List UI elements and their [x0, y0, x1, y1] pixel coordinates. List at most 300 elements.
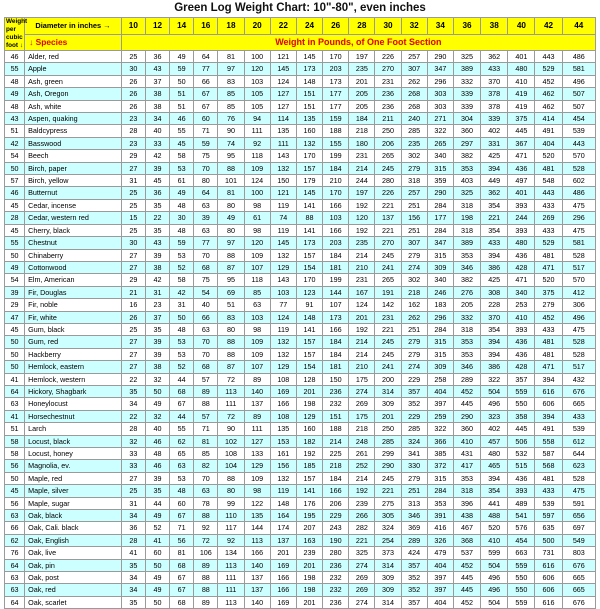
- weight-value-cell: 665: [562, 572, 595, 584]
- weight-value-cell: 26: [121, 100, 145, 112]
- weight-value-cell: 378: [481, 88, 508, 100]
- table-row: [5, 75, 596, 87]
- weight-value-cell: 370: [481, 311, 508, 323]
- weight-value-cell: 201: [296, 559, 322, 571]
- weight-value-cell: 77: [194, 63, 218, 75]
- weight-value-cell: 346: [453, 261, 480, 273]
- weight-value-cell: 81: [218, 51, 244, 63]
- weight-value-cell: 129: [270, 261, 296, 273]
- weight-value-cell: 56: [170, 534, 194, 546]
- table-row: [5, 547, 596, 559]
- weight-value-cell: 184: [349, 113, 375, 125]
- weight-value-cell: 236: [375, 88, 401, 100]
- weight-value-cell: 48: [145, 448, 169, 460]
- weight-value-cell: 29: [121, 274, 145, 286]
- species-cell: Oak, red: [25, 584, 122, 596]
- weight-value-cell: 144: [323, 286, 349, 298]
- weight-value-cell: 23: [145, 299, 169, 311]
- table-row: [5, 559, 596, 571]
- weight-value-cell: 550: [508, 584, 535, 596]
- weight-value-cell: 109: [244, 472, 270, 484]
- weight-value-cell: 353: [453, 472, 480, 484]
- weight-value-cell: 119: [270, 224, 296, 236]
- weight-value-cell: 34: [121, 510, 145, 522]
- weight-cell: 50: [5, 336, 25, 348]
- table-row: [5, 224, 596, 236]
- weight-value-cell: 122: [244, 497, 270, 509]
- weight-value-cell: 393: [508, 485, 535, 497]
- weight-value-cell: 191: [375, 286, 401, 298]
- weight-cell: 41: [5, 410, 25, 422]
- weight-value-cell: 151: [296, 88, 322, 100]
- weight-value-cell: 70: [194, 162, 218, 174]
- weight-value-cell: 27: [121, 336, 145, 348]
- species-cell: Cottonwood: [25, 261, 122, 273]
- weight-value-cell: 108: [218, 448, 244, 460]
- table-row: [5, 460, 596, 472]
- weight-value-cell: 309: [375, 584, 401, 596]
- weight-value-cell: 404: [427, 596, 453, 608]
- diameter-col: 18: [218, 18, 244, 35]
- weight-value-cell: 81: [194, 435, 218, 447]
- weight-value-cell: 296: [427, 75, 453, 87]
- weight-value-cell: 207: [296, 522, 322, 534]
- table-row: [5, 175, 596, 187]
- weight-value-cell: 389: [453, 237, 480, 249]
- weight-value-cell: 457: [481, 435, 508, 447]
- species-cell: Oak, scarlet: [25, 596, 122, 608]
- species-cell: Chinaberry: [25, 249, 122, 261]
- weight-value-cell: 339: [453, 100, 480, 112]
- weight-value-cell: 118: [244, 274, 270, 286]
- species-cell: Oak, black: [25, 510, 122, 522]
- weight-value-cell: 201: [375, 410, 401, 422]
- weight-value-cell: 58: [170, 150, 194, 162]
- weight-value-cell: 436: [508, 162, 535, 174]
- species-cell: Ash, green: [25, 75, 122, 87]
- weight-value-cell: 27: [121, 249, 145, 261]
- weight-value-cell: 214: [349, 348, 375, 360]
- species-cell: Oak, post: [25, 572, 122, 584]
- weight-value-cell: 120: [244, 237, 270, 249]
- weight-value-cell: 113: [244, 534, 270, 546]
- weight-value-cell: 279: [401, 472, 427, 484]
- weight-value-cell: 44: [145, 497, 169, 509]
- weight-value-cell: 559: [508, 385, 535, 397]
- weight-value-cell: 43: [145, 237, 169, 249]
- weight-value-cell: 36: [145, 51, 169, 63]
- weight-value-cell: 69: [218, 286, 244, 298]
- weight-value-cell: 486: [562, 51, 595, 63]
- weight-value-cell: 88: [296, 212, 322, 224]
- weight-value-cell: 250: [375, 423, 401, 435]
- weight-value-cell: 46: [170, 113, 194, 125]
- weight-value-cell: 177: [427, 212, 453, 224]
- weight-value-cell: 137: [270, 534, 296, 546]
- weight-value-cell: 576: [508, 522, 535, 534]
- weight-value-cell: 496: [481, 584, 508, 596]
- weight-value-cell: 251: [401, 485, 427, 497]
- weight-value-cell: 616: [535, 596, 562, 608]
- weight-value-cell: 241: [375, 361, 401, 373]
- weight-value-cell: 417: [453, 460, 480, 472]
- weight-value-cell: 433: [562, 410, 595, 422]
- weight-value-cell: 42: [145, 274, 169, 286]
- weight-value-cell: 481: [535, 348, 562, 360]
- weight-value-cell: 184: [323, 348, 349, 360]
- weight-value-cell: 166: [244, 547, 270, 559]
- weight-value-cell: 257: [401, 51, 427, 63]
- weight-value-cell: 515: [508, 460, 535, 472]
- weight-value-cell: 274: [349, 559, 375, 571]
- weight-value-cell: 314: [375, 559, 401, 571]
- weight-value-cell: 124: [270, 75, 296, 87]
- weight-value-cell: 89: [194, 596, 218, 608]
- weight-value-cell: 34: [145, 113, 169, 125]
- weight-cell: 54: [5, 274, 25, 286]
- weight-value-cell: 481: [535, 249, 562, 261]
- weight-value-cell: 201: [296, 385, 322, 397]
- weight-value-cell: 397: [427, 584, 453, 596]
- species-cell: Beech: [25, 150, 122, 162]
- table-row: [5, 51, 596, 63]
- weight-value-cell: 452: [535, 311, 562, 323]
- weight-value-cell: 201: [349, 75, 375, 87]
- diameter-col: 24: [296, 18, 322, 35]
- weight-value-cell: 303: [427, 88, 453, 100]
- weight-value-cell: 404: [427, 559, 453, 571]
- weight-value-cell: 58: [170, 274, 194, 286]
- weight-value-cell: 107: [244, 261, 270, 273]
- weight-value-cell: 173: [296, 237, 322, 249]
- weight-value-cell: 63: [244, 299, 270, 311]
- species-cell: Alder, red: [25, 51, 122, 63]
- weight-value-cell: 433: [481, 63, 508, 75]
- weight-value-cell: 226: [375, 187, 401, 199]
- weight-value-cell: 98: [244, 323, 270, 335]
- weight-value-cell: 88: [194, 510, 218, 522]
- weight-value-cell: 174: [270, 522, 296, 534]
- weight-value-cell: 214: [349, 249, 375, 261]
- weight-value-cell: 105: [244, 100, 270, 112]
- weight-value-cell: 89: [244, 410, 270, 422]
- weight-value-cell: 393: [508, 224, 535, 236]
- weight-value-cell: 160: [296, 423, 322, 435]
- weight-value-cell: 254: [375, 534, 401, 546]
- weight-value-cell: 475: [562, 199, 595, 211]
- weight-value-cell: 436: [508, 472, 535, 484]
- weight-value-cell: 262: [401, 75, 427, 87]
- weight-value-cell: 89: [244, 373, 270, 385]
- weight-value-cell: 59: [170, 63, 194, 75]
- weight-cell: 63: [5, 584, 25, 596]
- weight-value-cell: 124: [244, 175, 270, 187]
- weight-value-cell: 445: [453, 584, 480, 596]
- weight-value-cell: 232: [323, 584, 349, 596]
- weight-value-cell: 315: [427, 249, 453, 261]
- weight-cell: 55: [5, 63, 25, 75]
- weight-value-cell: 402: [481, 125, 508, 137]
- weight-value-cell: 82: [194, 460, 218, 472]
- species-cell: Elm, American: [25, 274, 122, 286]
- weight-value-cell: 160: [296, 125, 322, 137]
- weight-value-cell: 274: [349, 385, 375, 397]
- weight-value-cell: 41: [145, 534, 169, 546]
- weight-value-cell: 394: [481, 336, 508, 348]
- weight-value-cell: 296: [427, 311, 453, 323]
- weight-value-cell: 85: [244, 286, 270, 298]
- weight-value-cell: 246: [427, 286, 453, 298]
- weight-value-cell: 92: [194, 522, 218, 534]
- weight-value-cell: 77: [194, 237, 218, 249]
- weight-value-cell: 157: [296, 162, 322, 174]
- weight-value-cell: 75: [194, 274, 218, 286]
- weight-value-cell: 314: [375, 385, 401, 397]
- weight-value-cell: 192: [349, 199, 375, 211]
- weight-value-cell: 89: [194, 385, 218, 397]
- weight-value-cell: 199: [323, 150, 349, 162]
- weight-value-cell: 80: [218, 224, 244, 236]
- weight-value-cell: 35: [145, 224, 169, 236]
- weight-value-cell: 66: [194, 311, 218, 323]
- weight-value-cell: 123: [296, 286, 322, 298]
- weight-value-cell: 164: [270, 510, 296, 522]
- weight-value-cell: 166: [270, 584, 296, 596]
- table-row: [5, 311, 596, 323]
- weight-value-cell: 52: [170, 361, 194, 373]
- weight-value-cell: 43: [145, 63, 169, 75]
- weight-cell: 63: [5, 572, 25, 584]
- species-cell: Birch, paper: [25, 162, 122, 174]
- weight-value-cell: 496: [562, 311, 595, 323]
- table-row: [5, 572, 596, 584]
- diameter-col: 26: [323, 18, 349, 35]
- weight-value-cell: 599: [481, 547, 508, 559]
- weight-value-cell: 362: [481, 51, 508, 63]
- weight-value-cell: 49: [218, 212, 244, 224]
- weight-value-cell: 394: [481, 249, 508, 261]
- table-row: [5, 435, 596, 447]
- weight-cell: 45: [5, 485, 25, 497]
- table-row: [5, 261, 596, 273]
- weight-value-cell: 159: [323, 113, 349, 125]
- weight-value-cell: 107: [323, 299, 349, 311]
- table-row: [5, 323, 596, 335]
- weight-value-cell: 36: [145, 187, 169, 199]
- weight-value-cell: 39: [145, 348, 169, 360]
- weight-value-cell: 438: [453, 510, 480, 522]
- weight-value-cell: 203: [323, 63, 349, 75]
- weight-value-cell: 163: [296, 534, 322, 546]
- weight-value-cell: 177: [323, 88, 349, 100]
- species-cell: Horsechestnut: [25, 410, 122, 422]
- weight-value-cell: 373: [375, 547, 401, 559]
- weight-value-cell: 83: [218, 75, 244, 87]
- weight-value-cell: 25: [121, 199, 145, 211]
- weight-value-cell: 59: [194, 137, 218, 149]
- weight-value-cell: 358: [508, 410, 535, 422]
- weight-value-cell: 92: [218, 534, 244, 546]
- weight-value-cell: 425: [481, 274, 508, 286]
- weight-value-cell: 141: [296, 199, 322, 211]
- weight-value-cell: 322: [427, 125, 453, 137]
- weight-value-cell: 49: [170, 51, 194, 63]
- diameter-col: 32: [401, 18, 427, 35]
- weight-value-cell: 239: [296, 547, 322, 559]
- weight-value-cell: 290: [427, 187, 453, 199]
- weight-value-cell: 63: [194, 199, 218, 211]
- weight-value-cell: 424: [401, 547, 427, 559]
- weight-value-cell: 433: [535, 224, 562, 236]
- table-row: [5, 100, 596, 112]
- weight-value-cell: 107: [244, 361, 270, 373]
- weight-value-cell: 353: [453, 336, 480, 348]
- weight-value-cell: 50: [170, 311, 194, 323]
- weight-value-cell: 504: [481, 385, 508, 397]
- weight-value-cell: 197: [349, 51, 375, 63]
- weight-value-cell: 663: [508, 547, 535, 559]
- table-row: [5, 199, 596, 211]
- weight-value-cell: 462: [535, 88, 562, 100]
- weight-value-cell: 99: [218, 497, 244, 509]
- weight-value-cell: 127: [270, 88, 296, 100]
- weight-value-cell: 137: [375, 212, 401, 224]
- weight-value-cell: 529: [535, 237, 562, 249]
- weight-value-cell: 240: [401, 113, 427, 125]
- weight-value-cell: 151: [323, 410, 349, 422]
- weight-value-cell: 676: [562, 596, 595, 608]
- weight-value-cell: 325: [453, 51, 480, 63]
- species-cell: Chestnut: [25, 237, 122, 249]
- weight-value-cell: 452: [453, 596, 480, 608]
- weight-value-cell: 496: [481, 572, 508, 584]
- weight-value-cell: 410: [481, 534, 508, 546]
- weight-value-cell: 436: [508, 249, 535, 261]
- weight-value-cell: 129: [270, 361, 296, 373]
- table-row: [5, 212, 596, 224]
- weight-value-cell: 50: [170, 75, 194, 87]
- weight-value-cell: 70: [194, 336, 218, 348]
- weight-value-cell: 88: [218, 162, 244, 174]
- weight-value-cell: 72: [218, 373, 244, 385]
- weight-value-cell: 245: [375, 472, 401, 484]
- weight-value-cell: 231: [349, 274, 375, 286]
- weight-value-cell: 110: [218, 510, 244, 522]
- table-row: [5, 336, 596, 348]
- weight-value-cell: 318: [453, 199, 480, 211]
- table-row: [5, 410, 596, 422]
- weight-value-cell: 113: [218, 596, 244, 608]
- weight-value-cell: 341: [401, 448, 427, 460]
- weight-value-cell: 184: [323, 249, 349, 261]
- weight-value-cell: 119: [270, 199, 296, 211]
- table-row: [5, 187, 596, 199]
- weight-value-cell: 63: [170, 460, 194, 472]
- weight-value-cell: 309: [375, 572, 401, 584]
- weight-value-cell: 665: [562, 584, 595, 596]
- weight-value-cell: 251: [401, 199, 427, 211]
- weight-value-cell: 445: [508, 423, 535, 435]
- weight-value-cell: 386: [481, 261, 508, 273]
- weight-value-cell: 268: [401, 100, 427, 112]
- weight-value-cell: 53: [170, 336, 194, 348]
- weight-value-cell: 340: [427, 274, 453, 286]
- weight-value-cell: 318: [401, 175, 427, 187]
- weight-value-cell: 148: [296, 311, 322, 323]
- weight-value-cell: 244: [349, 175, 375, 187]
- weight-value-cell: 81: [218, 187, 244, 199]
- weight-value-cell: 496: [562, 75, 595, 87]
- weight-value-cell: 394: [481, 162, 508, 174]
- weight-value-cell: 414: [535, 113, 562, 125]
- weight-value-cell: 133: [244, 448, 270, 460]
- weight-value-cell: 465: [481, 460, 508, 472]
- weight-value-cell: 347: [427, 237, 453, 249]
- weight-value-cell: 225: [323, 448, 349, 460]
- weight-value-cell: 157: [296, 348, 322, 360]
- weight-value-cell: 38: [145, 88, 169, 100]
- weight-value-cell: 279: [401, 348, 427, 360]
- weight-value-cell: 26: [121, 88, 145, 100]
- weight-value-cell: 145: [296, 51, 322, 63]
- weight-cell: 47: [5, 311, 25, 323]
- weight-value-cell: 606: [535, 584, 562, 596]
- species-cell: Hemlock, eastern: [25, 361, 122, 373]
- weight-value-cell: 309: [427, 361, 453, 373]
- weight-value-cell: 382: [453, 150, 480, 162]
- weight-value-cell: 74: [218, 137, 244, 149]
- diameter-col: 40: [508, 18, 535, 35]
- weight-value-cell: 192: [296, 448, 322, 460]
- weight-value-cell: 156: [401, 212, 427, 224]
- weight-value-cell: 101: [218, 175, 244, 187]
- weight-value-cell: 489: [508, 497, 535, 509]
- weight-cell: 45: [5, 199, 25, 211]
- weight-cell: 63: [5, 510, 25, 522]
- weight-value-cell: 203: [323, 237, 349, 249]
- species-cell: Locust, honey: [25, 448, 122, 460]
- weight-value-cell: 480: [508, 63, 535, 75]
- weight-value-cell: 360: [453, 423, 480, 435]
- species-cell: Ash, Oregon: [25, 88, 122, 100]
- species-cell: Fir, noble: [25, 299, 122, 311]
- weight-value-cell: 201: [270, 547, 296, 559]
- weight-value-cell: 32: [145, 410, 169, 422]
- weight-value-cell: 250: [375, 125, 401, 137]
- weight-value-cell: 436: [508, 336, 535, 348]
- species-cell: Honeylocust: [25, 398, 122, 410]
- weight-value-cell: 360: [453, 125, 480, 137]
- weight-value-cell: 539: [535, 497, 562, 509]
- weight-value-cell: 591: [562, 497, 595, 509]
- weight-value-cell: 156: [270, 460, 296, 472]
- weight-value-cell: 150: [323, 373, 349, 385]
- table-row: [5, 485, 596, 497]
- weight-value-cell: 192: [349, 485, 375, 497]
- weight-value-cell: 68: [170, 385, 194, 397]
- weight-value-cell: 61: [170, 175, 194, 187]
- species-cell: Ash, white: [25, 100, 122, 112]
- weight-value-cell: 113: [218, 559, 244, 571]
- weight-value-cell: 173: [296, 63, 322, 75]
- weight-value-cell: 157: [296, 336, 322, 348]
- species-header: ↓ Species: [25, 34, 122, 51]
- table-header: [5, 18, 596, 51]
- weight-value-cell: 391: [427, 510, 453, 522]
- weight-value-cell: 197: [349, 187, 375, 199]
- weight-value-cell: 236: [323, 385, 349, 397]
- species-cell: Birch, yellow: [25, 175, 122, 187]
